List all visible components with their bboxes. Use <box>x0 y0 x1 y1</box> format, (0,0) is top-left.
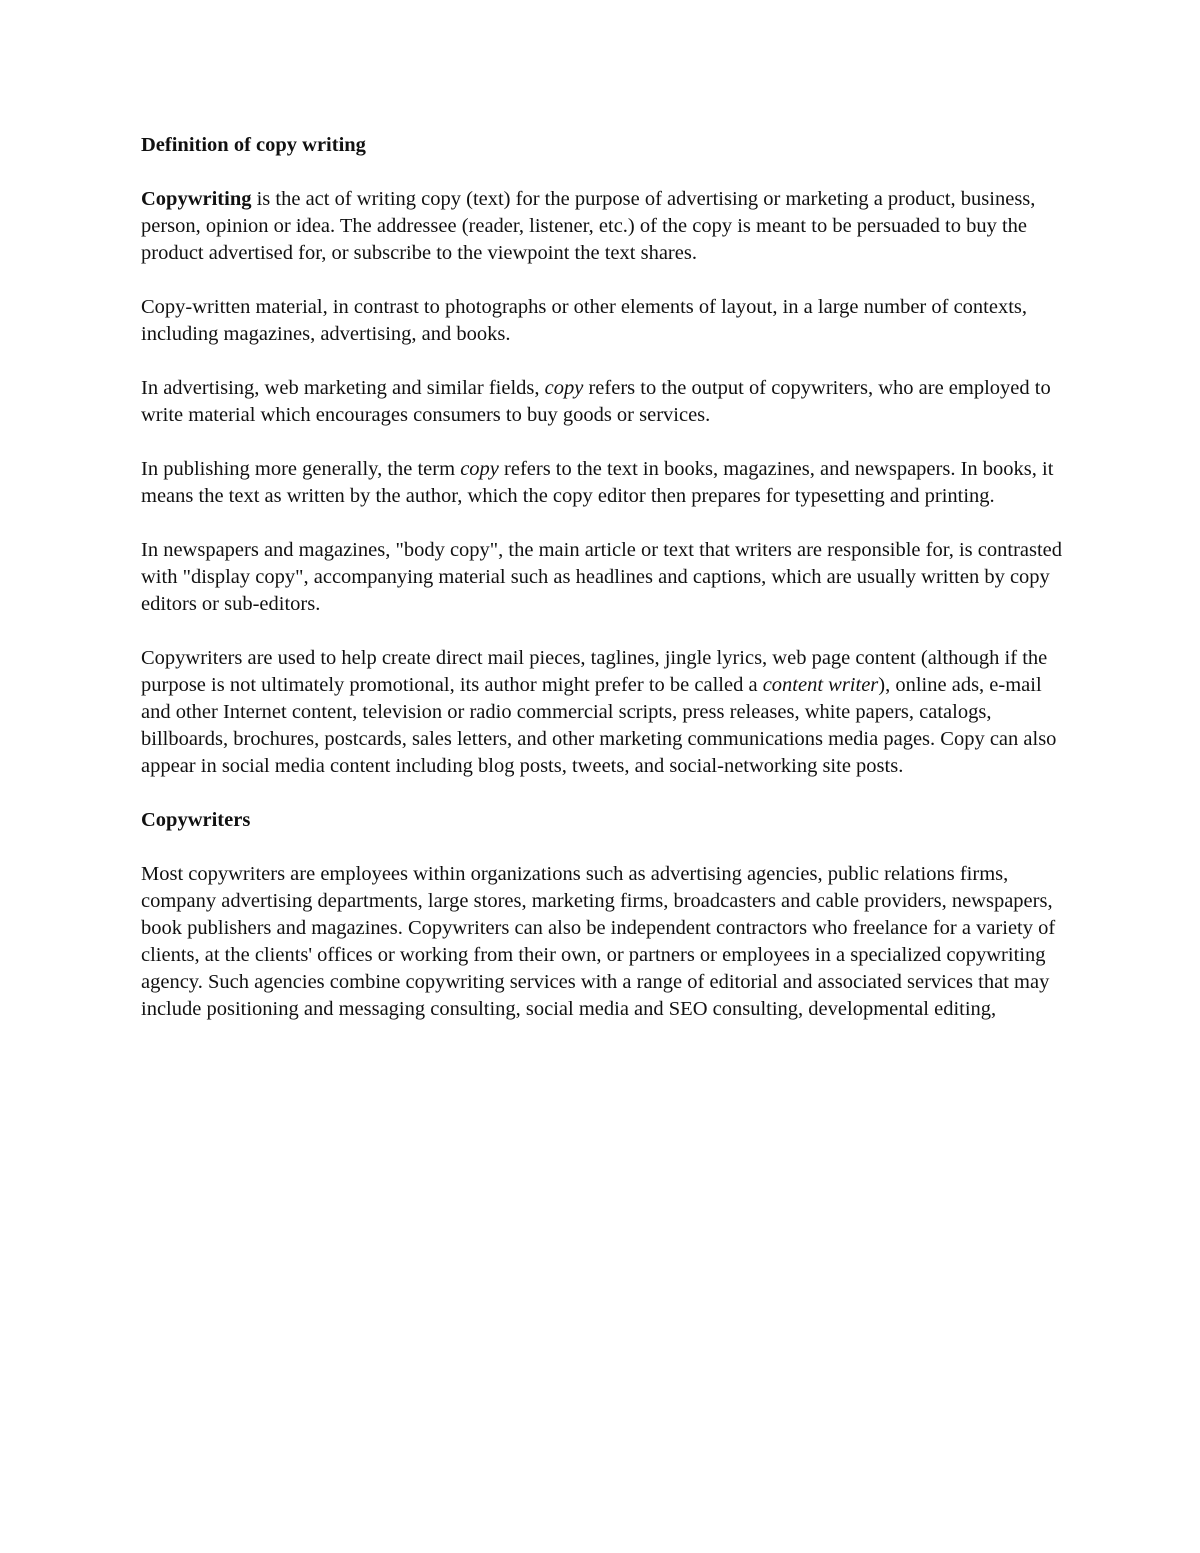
paragraph-copywriters-employment: Most copywriters are employees within organizations such as advertising agencies, public relations firms, company advertising departments, large stores, marketing firms, broadcasters and cable providers, newspapers, book publishers and magazines. Copywriters can also be independent contractors who freelance for a variety of clients, at the clients' offices or working from their own, or partners or employees in a specialized copywriting agency. Such agencies combine copywriting services with a range of editorial and associated services that may include positioning and messaging consulting, social media and SEO consulting, developmental editing, <box>141 863 1056 1020</box>
paragraph-publishing <box>141 456 1071 510</box>
paragraph-copywriting-definition <box>141 186 1071 267</box>
paragraph-text: is the act of writing copy (text) for the purpose of advertising or marketing a product, business, person, opinion or idea. The addressee (reader, listener, etc.) of the copy is meant to be persuaded to buy the product advertised for, or subscribe to the viewpoint the text shares. <box>141 188 1036 264</box>
paragraph-copywriters-uses <box>141 645 1071 780</box>
paragraph-text: ), online ads, e-mail and other Internet content, television or radio commercial scripts, press releases, white papers, catalogs, billboards, brochures, postcards, sales letters, and other marketing communications media pages. Copy can also appear in social media content including blog posts, tweets, and social-networking site posts. <box>141 674 1057 777</box>
paragraph-text: refers to the output of copywriters, who are employed to write material which encourages consumers to buy goods or services. <box>141 377 1051 426</box>
term-content-writer: content writer <box>762 674 879 696</box>
paragraph-newspapers: In newspapers and magazines, "body copy", the main article or text that writers are responsible for, is contrasted with "display copy", accompanying material such as headlines and captions, which are usually written by copy editors or sub-editors. <box>141 539 1063 615</box>
heading-definition: Definition of copy writing <box>141 134 366 156</box>
heading-copywriters: Copywriters <box>141 809 251 831</box>
paragraph-text: Copywriters are used to help create direct mail pieces, taglines, jingle lyrics, web page content (although if the purpose is not ultimately promotional, its author might prefer to be called a <box>141 647 1048 696</box>
term-copy: copy <box>544 377 584 399</box>
paragraph-text: In publishing more generally, the term <box>141 458 461 480</box>
document-page <box>141 132 1071 1050</box>
paragraph-text: In advertising, web marketing and similar fields, <box>141 377 545 399</box>
term-copy: copy <box>460 458 499 480</box>
paragraph-copy-written-material: Copy-written material, in contrast to photographs or other elements of layout, in a large number of contexts, including magazines, advertising, and books. <box>141 296 1028 345</box>
term-copywriting: Copywriting <box>141 188 252 210</box>
paragraph-text: refers to the text in books, magazines, and newspapers. In books, it means the text as written by the author, which the copy editor then prepares for typesetting and printing. <box>141 458 1054 507</box>
paragraph-advertising <box>141 375 1071 429</box>
